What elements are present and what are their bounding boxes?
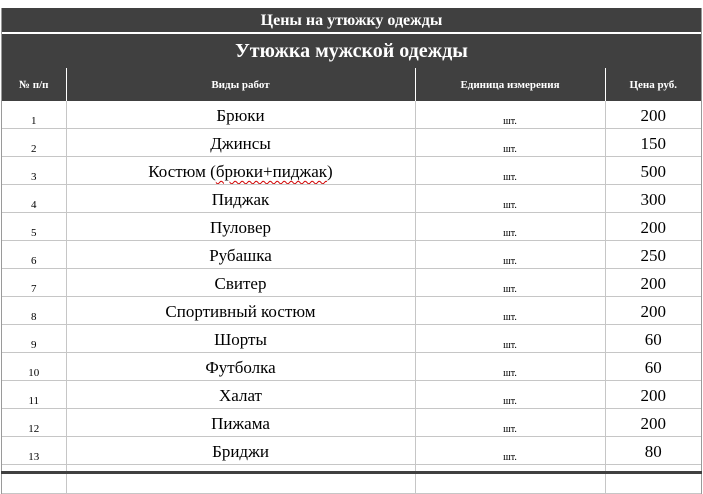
- spellcheck-marked-text: брюки+пиджак: [215, 162, 328, 181]
- unit-cell: шт.: [415, 437, 605, 465]
- empty-cell: [2, 465, 66, 494]
- table-row: [2, 409, 701, 437]
- price-cell: 300: [605, 185, 701, 213]
- row-number: 10: [2, 353, 66, 381]
- row-number: 2: [2, 129, 66, 157]
- table-row: [2, 157, 701, 185]
- bottom-divider: [1, 471, 702, 474]
- table-row: [2, 325, 701, 353]
- row-number: 3: [2, 157, 66, 185]
- price-cell: 200: [605, 297, 701, 325]
- table-row: [2, 381, 701, 409]
- service-name: Рубашка: [66, 241, 415, 269]
- table-row: [2, 437, 701, 465]
- row-number: 7: [2, 269, 66, 297]
- table-row: [2, 185, 701, 213]
- row-number: 4: [2, 185, 66, 213]
- unit-cell: шт.: [415, 129, 605, 157]
- unit-cell: шт.: [415, 353, 605, 381]
- table-row: [2, 213, 701, 241]
- price-cell: 150: [605, 129, 701, 157]
- unit-cell: шт.: [415, 381, 605, 409]
- table-header-row: [2, 68, 701, 101]
- price-table: [2, 68, 701, 494]
- price-cell: 200: [605, 213, 701, 241]
- table-row: [2, 297, 701, 325]
- column-header-price: Цена руб.: [605, 68, 701, 101]
- document-title: Цены на утюжку одежды: [2, 8, 701, 34]
- price-cell: 200: [605, 409, 701, 437]
- table-row: [2, 241, 701, 269]
- row-number: 11: [2, 381, 66, 409]
- service-name: Спортивный костюм: [66, 297, 415, 325]
- unit-cell: шт.: [415, 241, 605, 269]
- service-name-start: Костюм (: [148, 162, 216, 181]
- table-row: [2, 353, 701, 381]
- unit-cell: шт.: [415, 409, 605, 437]
- service-name: [66, 157, 415, 185]
- unit-cell: шт.: [415, 157, 605, 185]
- row-number: 1: [2, 101, 66, 129]
- service-name-end: ): [327, 162, 333, 181]
- service-name: Шорты: [66, 325, 415, 353]
- service-name: Джинсы: [66, 129, 415, 157]
- price-cell: 500: [605, 157, 701, 185]
- price-cell: 200: [605, 269, 701, 297]
- row-number: 13: [2, 437, 66, 465]
- price-cell: 250: [605, 241, 701, 269]
- table-row: [2, 129, 701, 157]
- empty-row: [2, 465, 701, 494]
- row-number: 5: [2, 213, 66, 241]
- unit-cell: шт.: [415, 297, 605, 325]
- table-row: [2, 269, 701, 297]
- unit-cell: шт.: [415, 213, 605, 241]
- price-cell: 200: [605, 101, 701, 129]
- service-name: Брюки: [66, 101, 415, 129]
- column-header-service: Виды работ: [66, 68, 415, 101]
- row-number: 9: [2, 325, 66, 353]
- price-sheet: [1, 8, 702, 494]
- price-cell: 60: [605, 353, 701, 381]
- service-name: Футболка: [66, 353, 415, 381]
- table-row: [2, 101, 701, 129]
- service-name: Пуловер: [66, 213, 415, 241]
- price-cell: 200: [605, 381, 701, 409]
- empty-cell: [605, 465, 701, 494]
- empty-cell: [415, 465, 605, 494]
- service-name: Пиджак: [66, 185, 415, 213]
- price-cell: 60: [605, 325, 701, 353]
- column-header-unit: Единица измерения: [415, 68, 605, 101]
- service-name: Бриджи: [66, 437, 415, 465]
- section-title: Утюжка мужской одежды: [2, 34, 701, 68]
- service-name: Пижама: [66, 409, 415, 437]
- column-header-number: № п/п: [2, 68, 66, 101]
- row-number: 8: [2, 297, 66, 325]
- service-name: Свитер: [66, 269, 415, 297]
- unit-cell: шт.: [415, 325, 605, 353]
- empty-cell: [66, 465, 415, 494]
- row-number: 6: [2, 241, 66, 269]
- unit-cell: шт.: [415, 269, 605, 297]
- price-cell: 80: [605, 437, 701, 465]
- unit-cell: шт.: [415, 101, 605, 129]
- row-number: 12: [2, 409, 66, 437]
- service-name: Халат: [66, 381, 415, 409]
- unit-cell: шт.: [415, 185, 605, 213]
